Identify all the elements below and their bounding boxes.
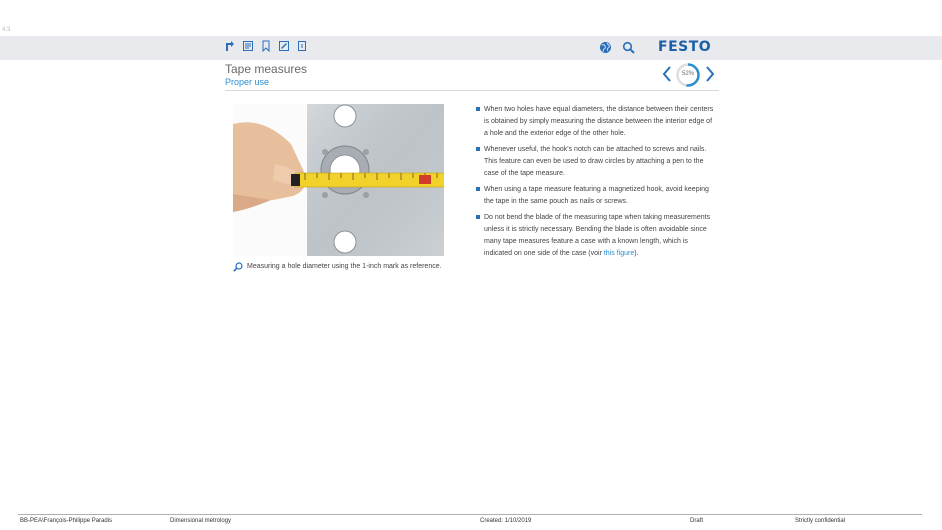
this-figure-link[interactable]: this figure	[603, 250, 635, 257]
footer-classification: Strictly confidential	[795, 518, 846, 524]
bullet-item	[476, 212, 714, 260]
previous-page-button[interactable]	[660, 65, 674, 83]
toolbar-icons	[224, 40, 308, 52]
toolbar	[0, 36, 942, 60]
notes-icon[interactable]	[242, 40, 254, 52]
search-icon[interactable]	[622, 41, 635, 54]
bullet-item	[476, 184, 714, 208]
bullet-square-icon	[476, 147, 480, 151]
bullet-list	[476, 104, 714, 264]
bullet-text: When two holes have equal diameters, the distance between their centers is obtained by simply measuring the distance between the interior edge of a hole and the exterior edge of the other hole.	[484, 106, 714, 137]
edit-icon[interactable]	[278, 40, 290, 52]
title-divider	[225, 90, 719, 91]
page-title: Tape measures	[225, 62, 308, 76]
bullet-item	[476, 144, 714, 180]
pin-icon[interactable]	[224, 40, 236, 52]
bullet-text: Whenever useful, the hook's notch can be attached to screws and nails. This feature can even be used to draw circles by attaching a pen to the case of the tape measure.	[484, 146, 707, 177]
progress-label: 52%	[681, 71, 694, 77]
figure-caption: Measuring a hole diameter using the 1-inch mark as reference.	[247, 263, 442, 270]
corner-label: 4:3	[2, 27, 11, 33]
bullet-text: Do not bend the blade of the measuring tape when taking measurements unless it is strictly necessary. Bending the blade is often avoidable since many tape measures feature a case with a known length, which is indicated on one side of the case (voir	[484, 214, 711, 257]
bullet-square-icon	[476, 187, 480, 191]
festo-logo: FESTO	[658, 39, 712, 55]
tape-measure-photo	[233, 104, 444, 256]
footer-topic: Dimensional metrology	[170, 518, 232, 524]
globe-icon[interactable]	[599, 41, 612, 54]
footer-author: BB-PEA\François-Philippe Paradis	[20, 518, 113, 524]
footer-divider	[18, 514, 922, 515]
footer-created: Created: 1/10/2019	[480, 518, 532, 524]
document-icon[interactable]	[296, 40, 308, 52]
bullet-square-icon	[476, 215, 480, 219]
bullet-item	[476, 104, 714, 140]
bullet-text: When using a tape measure featuring a magnetized hook, avoid keeping the tape in the same pouch as nails or screws.	[484, 186, 709, 205]
footer-status: Draft	[690, 518, 704, 524]
bookmark-icon[interactable]	[260, 40, 272, 52]
page-subtitle: Proper use	[225, 77, 270, 87]
bullet-square-icon	[476, 107, 480, 111]
next-page-button[interactable]	[703, 65, 717, 83]
magnifier-icon[interactable]	[233, 262, 243, 272]
bullet-text-end: ).	[634, 250, 639, 257]
